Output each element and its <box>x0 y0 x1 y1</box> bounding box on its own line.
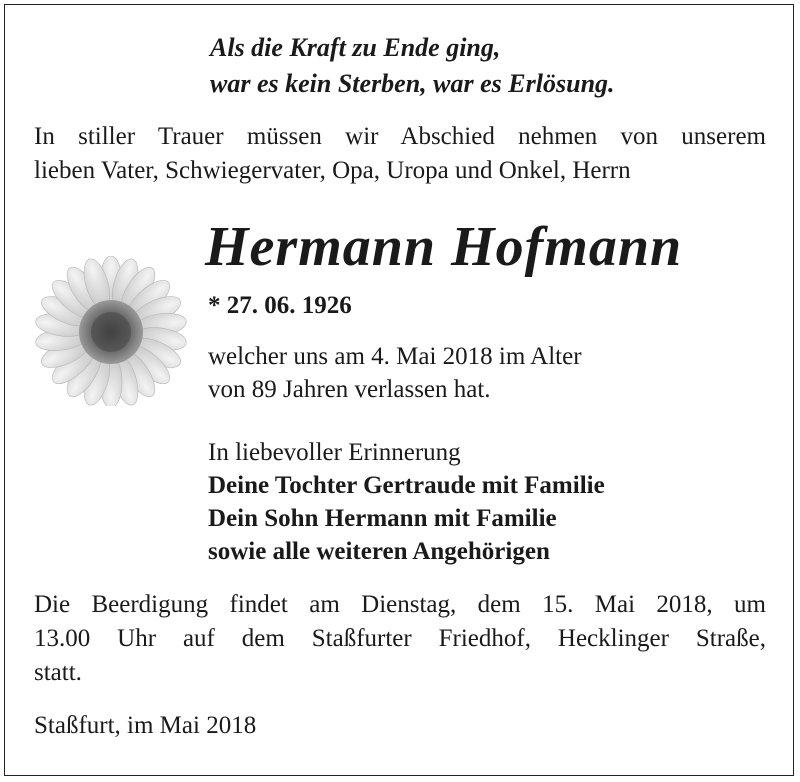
funeral-line-3: statt. <box>34 659 82 686</box>
mourner-name: Dein Sohn Hermann mit Familie <box>208 505 557 532</box>
sunflower-icon <box>30 256 192 406</box>
intro-line-2: lieben Vater, Schwiegervater, Opa, Uropa und Onkel, Herrn <box>34 157 631 184</box>
passing-text <box>208 340 582 406</box>
funeral-line-2: 13.00 Uhr auf dem Staßfurter Friedhof, Hecklinger Straße, <box>34 625 766 652</box>
mourner-name: sowie alle weiteren Angehörigen <box>208 538 550 565</box>
mourners-intro: In liebevoller Erinnerung <box>208 439 461 466</box>
intro-text <box>34 120 766 188</box>
birth-date: * 27. 06. 1926 <box>208 292 352 319</box>
mourners-block <box>208 436 605 568</box>
motto-line-1: Als die Kraft zu Ende ging, <box>210 33 501 62</box>
mourner-name: Deine Tochter Gertraude mit Familie <box>208 472 605 499</box>
motto-line-2: war es kein Sterben, war es Erlösung. <box>210 69 615 98</box>
funeral-notice <box>34 588 766 690</box>
funeral-line-1: Die Beerdigung findet am Dienstag, dem 15. Mai 2018, um <box>34 591 766 618</box>
place-date: Staßfurt, im Mai 2018 <box>34 712 257 739</box>
passing-line-2: von 89 Jahren verlassen hat. <box>208 376 491 403</box>
deceased-name: Hermann Hofmann <box>205 216 683 278</box>
intro-line-1: In stiller Trauer müssen wir Abschied nehmen von unserem <box>34 123 766 150</box>
passing-line-1: welcher uns am 4. Mai 2018 im Alter <box>208 343 582 370</box>
motto-verse <box>210 30 615 102</box>
